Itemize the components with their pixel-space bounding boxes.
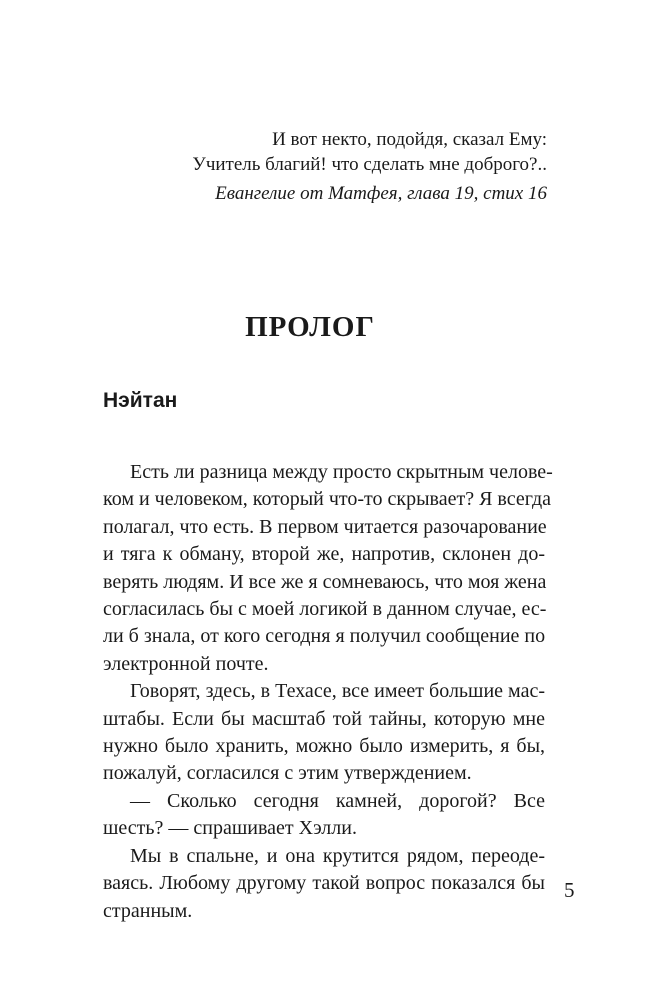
body-text [103, 459, 553, 925]
section-title: Нэйтан [103, 389, 178, 412]
paragraph-line: электронной почте. [103, 652, 269, 675]
paragraph-line: Мы в спальне, и она крутится рядом, переоде- [130, 844, 545, 867]
paragraph-line: согласилась бы с моей логикой в данном случае, ес- [103, 598, 547, 621]
epigraph-line: Учитель благий! что сделать мне доброго?.. [192, 154, 547, 175]
paragraph-line: ваясь. Любому другому такой вопрос показался бы [103, 872, 545, 895]
epigraph-line: И вот некто, подойдя, сказал Ему: [272, 129, 547, 150]
epigraph-source: Евангелие от Матфея, глава 19, стих 16 [215, 183, 547, 204]
paragraph-line: и тяга к обману, второй же, напротив, склонен до- [103, 543, 545, 566]
paragraph-line: Говорят, здесь, в Техасе, все имеет большие мас- [130, 680, 545, 703]
paragraph-line: пожалуй, согласился с этим утверждением. [103, 762, 472, 785]
epigraph [127, 127, 547, 206]
paragraph-line: странным. [103, 899, 193, 922]
chapter-title: ПРОЛОГ [245, 311, 375, 343]
paragraph-line: Есть ли разница между просто скрытным челове- [130, 461, 553, 483]
paragraph-line: шесть? — спрашивает Хэлли. [103, 817, 357, 840]
paragraph-line: ком и человеком, который что-то скрывает? Я всегда [103, 488, 552, 511]
paragraph-line: — Сколько сегодня камней, дорогой? Все [130, 789, 545, 812]
page-number: 5 [564, 878, 575, 902]
paragraph-line: верять людям. И все же я сомневаюсь, что моя жена [103, 570, 547, 593]
paragraph-line: ли б знала, от кого сегодня я получил сообщение по [103, 625, 546, 648]
paragraph-line: полагал, что есть. В первом читается разочарование [103, 515, 547, 538]
paragraph-line: штабы. Если бы масштаб той тайны, которую мне [103, 707, 545, 730]
paragraph-line: нужно было хранить, можно было измерить, я бы, [103, 735, 545, 758]
